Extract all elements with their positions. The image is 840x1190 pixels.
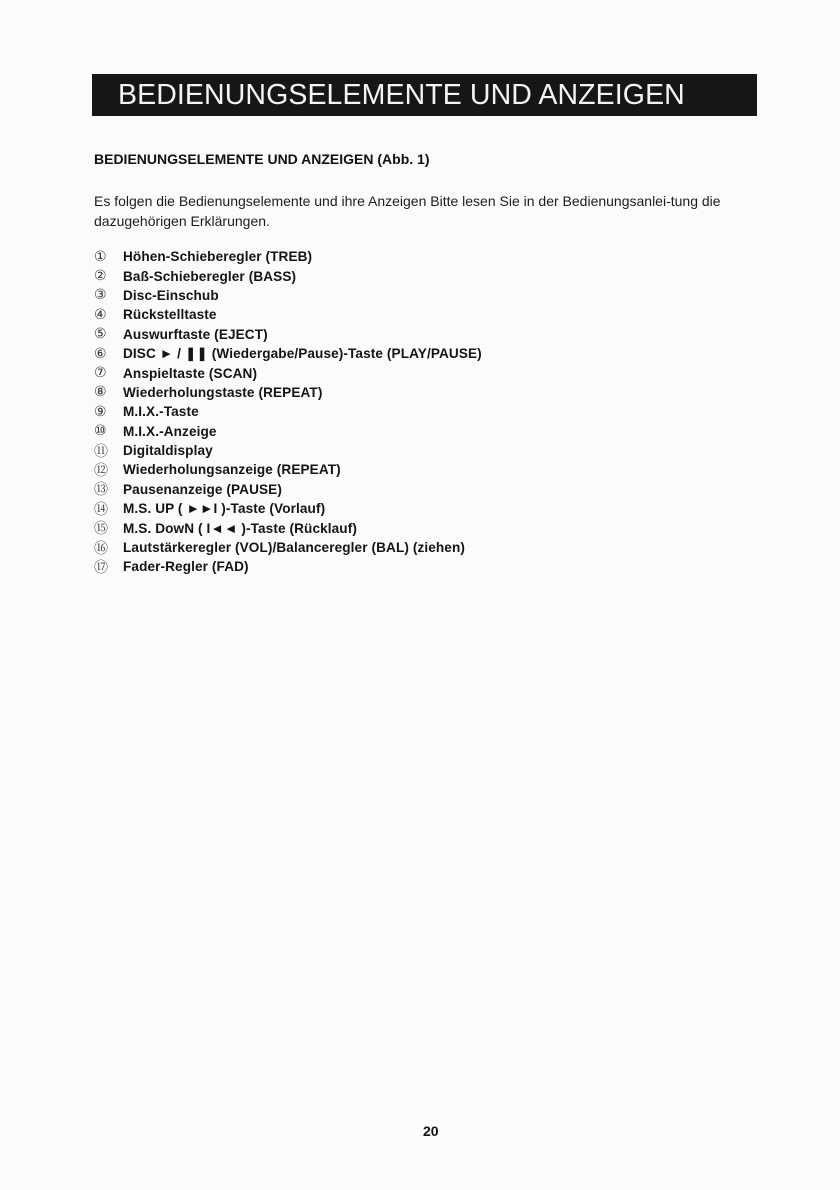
list-item (94, 518, 482, 537)
item-label: DISC ► / ❚❚ (Wiedergabe/Pause)-Taste (PLAY/PAUSE) (123, 345, 482, 361)
item-label: Anspieltaste (SCAN) (123, 365, 258, 381)
item-label: Höhen-Schieberegler (TREB) (123, 249, 313, 265)
list-item (94, 266, 482, 285)
item-label: M.I.X.-Anzeige (123, 423, 217, 439)
list-item (94, 286, 482, 305)
item-number: ⑦ (94, 365, 107, 382)
item-number: ① (94, 248, 107, 265)
item-number: ⑩ (94, 423, 107, 440)
list-item (94, 441, 482, 460)
item-number: ⑮ (94, 521, 108, 538)
item-number: ⑥ (94, 345, 107, 362)
item-label: Rückstelltaste (123, 307, 217, 323)
banner-title: BEDIENUNGSELEMENTE UND ANZEIGEN (118, 78, 685, 111)
list-item (94, 557, 482, 576)
item-label: Disc-Einschub (123, 287, 219, 303)
controls-list (94, 247, 482, 577)
item-number: ⑰ (94, 559, 108, 576)
item-label: Pausenanzeige (PAUSE) (123, 481, 282, 497)
item-label: Digitaldisplay (123, 443, 213, 459)
page-banner (92, 74, 757, 116)
item-label: M.I.X.-Taste (123, 404, 199, 420)
item-number: ② (94, 268, 107, 285)
list-item (94, 363, 482, 382)
list-item (94, 422, 482, 441)
item-number: ⑤ (94, 326, 107, 343)
list-item (94, 460, 482, 479)
item-number: ⑭ (94, 501, 108, 518)
item-number: ⑪ (94, 443, 108, 460)
list-item (94, 499, 482, 518)
section-heading: BEDIENUNGSELEMENTE UND ANZEIGEN (Abb. 1) (94, 151, 430, 167)
item-label: Fader-Regler (FAD) (123, 559, 249, 575)
item-label: M.S. UP ( ►►I )-Taste (Vorlauf) (123, 501, 326, 517)
item-label: M.S. DowN ( I◄◄ )-Taste (Rücklauf) (123, 520, 357, 536)
item-number: ④ (94, 306, 107, 323)
item-number: ⑫ (94, 463, 108, 479)
list-item (94, 383, 482, 402)
item-number: ⑬ (94, 482, 108, 499)
item-label: Lautstärkeregler (VOL)/Balanceregler (BAL) (ziehen) (123, 540, 466, 556)
item-label: Baß-Schieberegler (BASS) (123, 268, 297, 284)
list-item (94, 538, 482, 557)
list-item (94, 305, 482, 324)
item-number: ⑧ (94, 384, 107, 401)
item-label: Auswurftaste (EJECT) (123, 326, 268, 342)
item-label: Wiederholungsanzeige (REPEAT) (123, 462, 341, 478)
intro-paragraph: Es folgen die Bedienungselemente und ihre Anzeigen Bitte lesen Sie in der Bedienungsanlei-tung die dazugehörigen Erklärungen. (94, 193, 721, 229)
item-number: ③ (94, 287, 107, 304)
list-item (94, 402, 482, 421)
list-item (94, 480, 482, 499)
list-item (94, 344, 482, 363)
list-item (94, 247, 482, 266)
list-item (94, 325, 482, 344)
item-number: ⑯ (94, 540, 108, 557)
item-label: Wiederholungstaste (REPEAT) (123, 384, 323, 400)
item-number: ⑨ (94, 403, 107, 420)
page-number: 20 (423, 1123, 439, 1139)
